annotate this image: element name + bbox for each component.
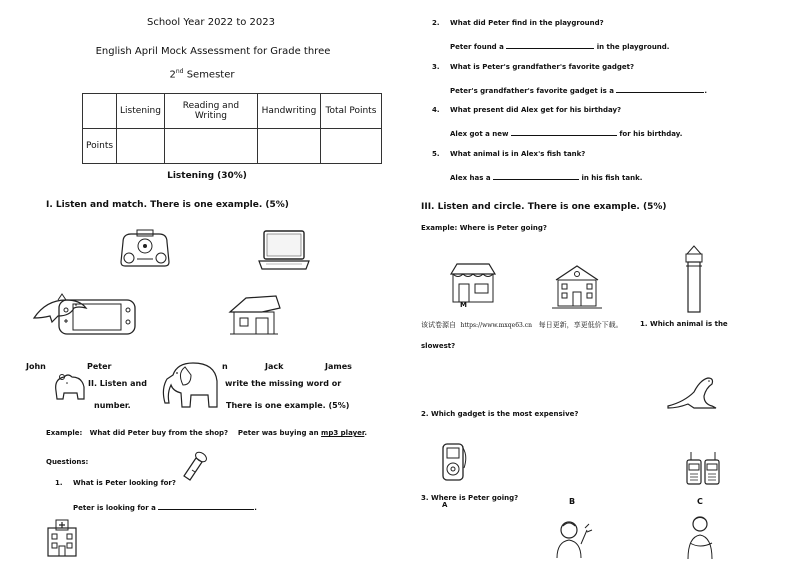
example-answer: mp3 player (321, 429, 365, 437)
q5-answer (450, 171, 642, 182)
questions-label: Questions: (46, 458, 89, 466)
watermark-url: https://www.mxqe63.cn (460, 322, 532, 329)
q1-answer-blank[interactable] (158, 501, 254, 510)
house-icon (226, 292, 282, 338)
option-b-label: B (569, 497, 576, 506)
section-2-title-a: II. Listen and (88, 379, 147, 388)
q4-answer-end: for his birthday. (619, 130, 683, 138)
table-cell-empty (83, 94, 117, 129)
score-table (82, 93, 382, 164)
option-c-label: C (697, 497, 703, 506)
table-header-total-points: Total Points (320, 94, 381, 129)
tower-icon (683, 244, 705, 314)
school-year: School Year 2022 to 2023 (146, 17, 276, 28)
q3-answer-blank[interactable] (616, 84, 704, 93)
walkie-talkie-icon (685, 450, 721, 486)
name-partial: n (222, 362, 228, 371)
table-header-handwriting: Handwriting (257, 94, 320, 129)
example-label: Example: (46, 429, 83, 437)
cd-player-icon (117, 228, 173, 270)
q5-number: 5. (432, 150, 440, 158)
section-3-q1: 1. Which animal is the (640, 320, 728, 328)
q2-answer (450, 40, 669, 51)
table-row (83, 129, 382, 164)
q2-answer-blank[interactable] (506, 40, 594, 49)
section-3-q3-pre: 3. Wh (421, 494, 444, 502)
table-header-reading-writing: Reading and Writing (164, 94, 257, 129)
q5-question: What animal is in Alex's fish tank? (450, 150, 586, 158)
q4-answer (450, 127, 682, 138)
name-john: John (26, 362, 46, 371)
q3-question: What is Peter's grandfather's favorite gadget? (450, 63, 635, 71)
watermark-text: 该试卷源自 (421, 321, 456, 329)
table-cell[interactable] (117, 129, 165, 164)
semester-number: 2 (169, 69, 176, 81)
semester (170, 68, 235, 80)
option-a-label: A (442, 501, 448, 509)
table-row-label: Points (83, 129, 117, 164)
section-3-q2: 2. Which gadget is the most expensive? (421, 410, 579, 418)
q1-answer-prefix: Peter is looking for a (73, 504, 156, 512)
flashlight-icon (180, 448, 210, 482)
section-2-title-d: There is one example. (5%) (226, 401, 350, 410)
q2-number: 2. (432, 19, 440, 27)
man-stretching-icon (682, 515, 722, 559)
q4-answer-prefix: Alex got a new (450, 130, 509, 138)
section-2-title-b: write the missing word or (225, 379, 342, 388)
listening-heading: Listening (30%) (167, 171, 247, 181)
section-3-example: Example: Where is Peter going? (421, 224, 547, 232)
section-3-q1-cont: slowest? (421, 342, 456, 350)
example-line (46, 429, 367, 437)
q1-question: What is Peter looking for? (73, 479, 176, 487)
semester-suffix: nd (175, 68, 184, 75)
name-jack: Jack (265, 362, 284, 371)
q4-answer-blank[interactable] (511, 127, 617, 136)
q2-answer-prefix: Peter found a (450, 43, 504, 51)
q4-number: 4. (432, 106, 440, 114)
table-header-listening: Listening (117, 94, 165, 129)
example-answer-prefix: Peter was buying an (237, 429, 319, 437)
elephant-icon (157, 359, 223, 411)
shop-icon (449, 262, 497, 304)
section-3-q3-post: ere is Peter going? (443, 494, 519, 502)
table-cell[interactable] (257, 129, 320, 164)
bear-icon (52, 369, 88, 401)
q3-number: 3. (432, 63, 440, 71)
hospital-icon (46, 518, 78, 558)
q4-question: What present did Alex get for his birthday? (450, 106, 622, 114)
q2-question: What did Peter find in the playground? (450, 19, 604, 27)
name-james: James (325, 362, 352, 371)
game-console-icon (57, 296, 137, 338)
section-3-q3 (421, 494, 518, 502)
watermark-tail: 每日更新，享更低价下载。 (538, 321, 623, 329)
watermark-line (421, 320, 623, 330)
section-1-title: I. Listen and match. There is one example. (5%) (46, 200, 289, 210)
q3-answer (450, 84, 707, 95)
seal-icon (664, 374, 718, 410)
q3-answer-prefix: Peter's grandfather's favorite gadget is a (450, 87, 614, 95)
q3-answer-end: . (704, 87, 708, 95)
q5-answer-prefix: Alex has a (450, 174, 491, 182)
semester-word: Semester (186, 69, 235, 81)
q1-answer (73, 501, 257, 512)
section-2-title-c: number. (94, 401, 131, 410)
table-cell[interactable] (320, 129, 381, 164)
table-cell[interactable] (164, 129, 257, 164)
page-title: English April Mock Assessment for Grade three (95, 46, 331, 57)
table-row (83, 94, 382, 129)
q1-answer-end: . (254, 504, 257, 512)
laptop-icon (256, 228, 312, 272)
name-peter: Peter (87, 362, 112, 371)
q1-number: 1. (55, 479, 63, 487)
q2-answer-end: in the playground. (596, 43, 670, 51)
school-icon (552, 264, 602, 310)
mp3-player-icon (440, 438, 468, 484)
example-answer-end: . (364, 429, 368, 437)
example-question: What did Peter buy from the shop? (89, 429, 229, 437)
option-m-label: M (460, 301, 467, 309)
q5-answer-end: in his fish tank. (581, 174, 643, 182)
boy-waving-icon (553, 518, 593, 558)
section-3-title: III. Listen and circle. There is one example. (5%) (421, 202, 667, 212)
q5-answer-blank[interactable] (493, 171, 579, 180)
